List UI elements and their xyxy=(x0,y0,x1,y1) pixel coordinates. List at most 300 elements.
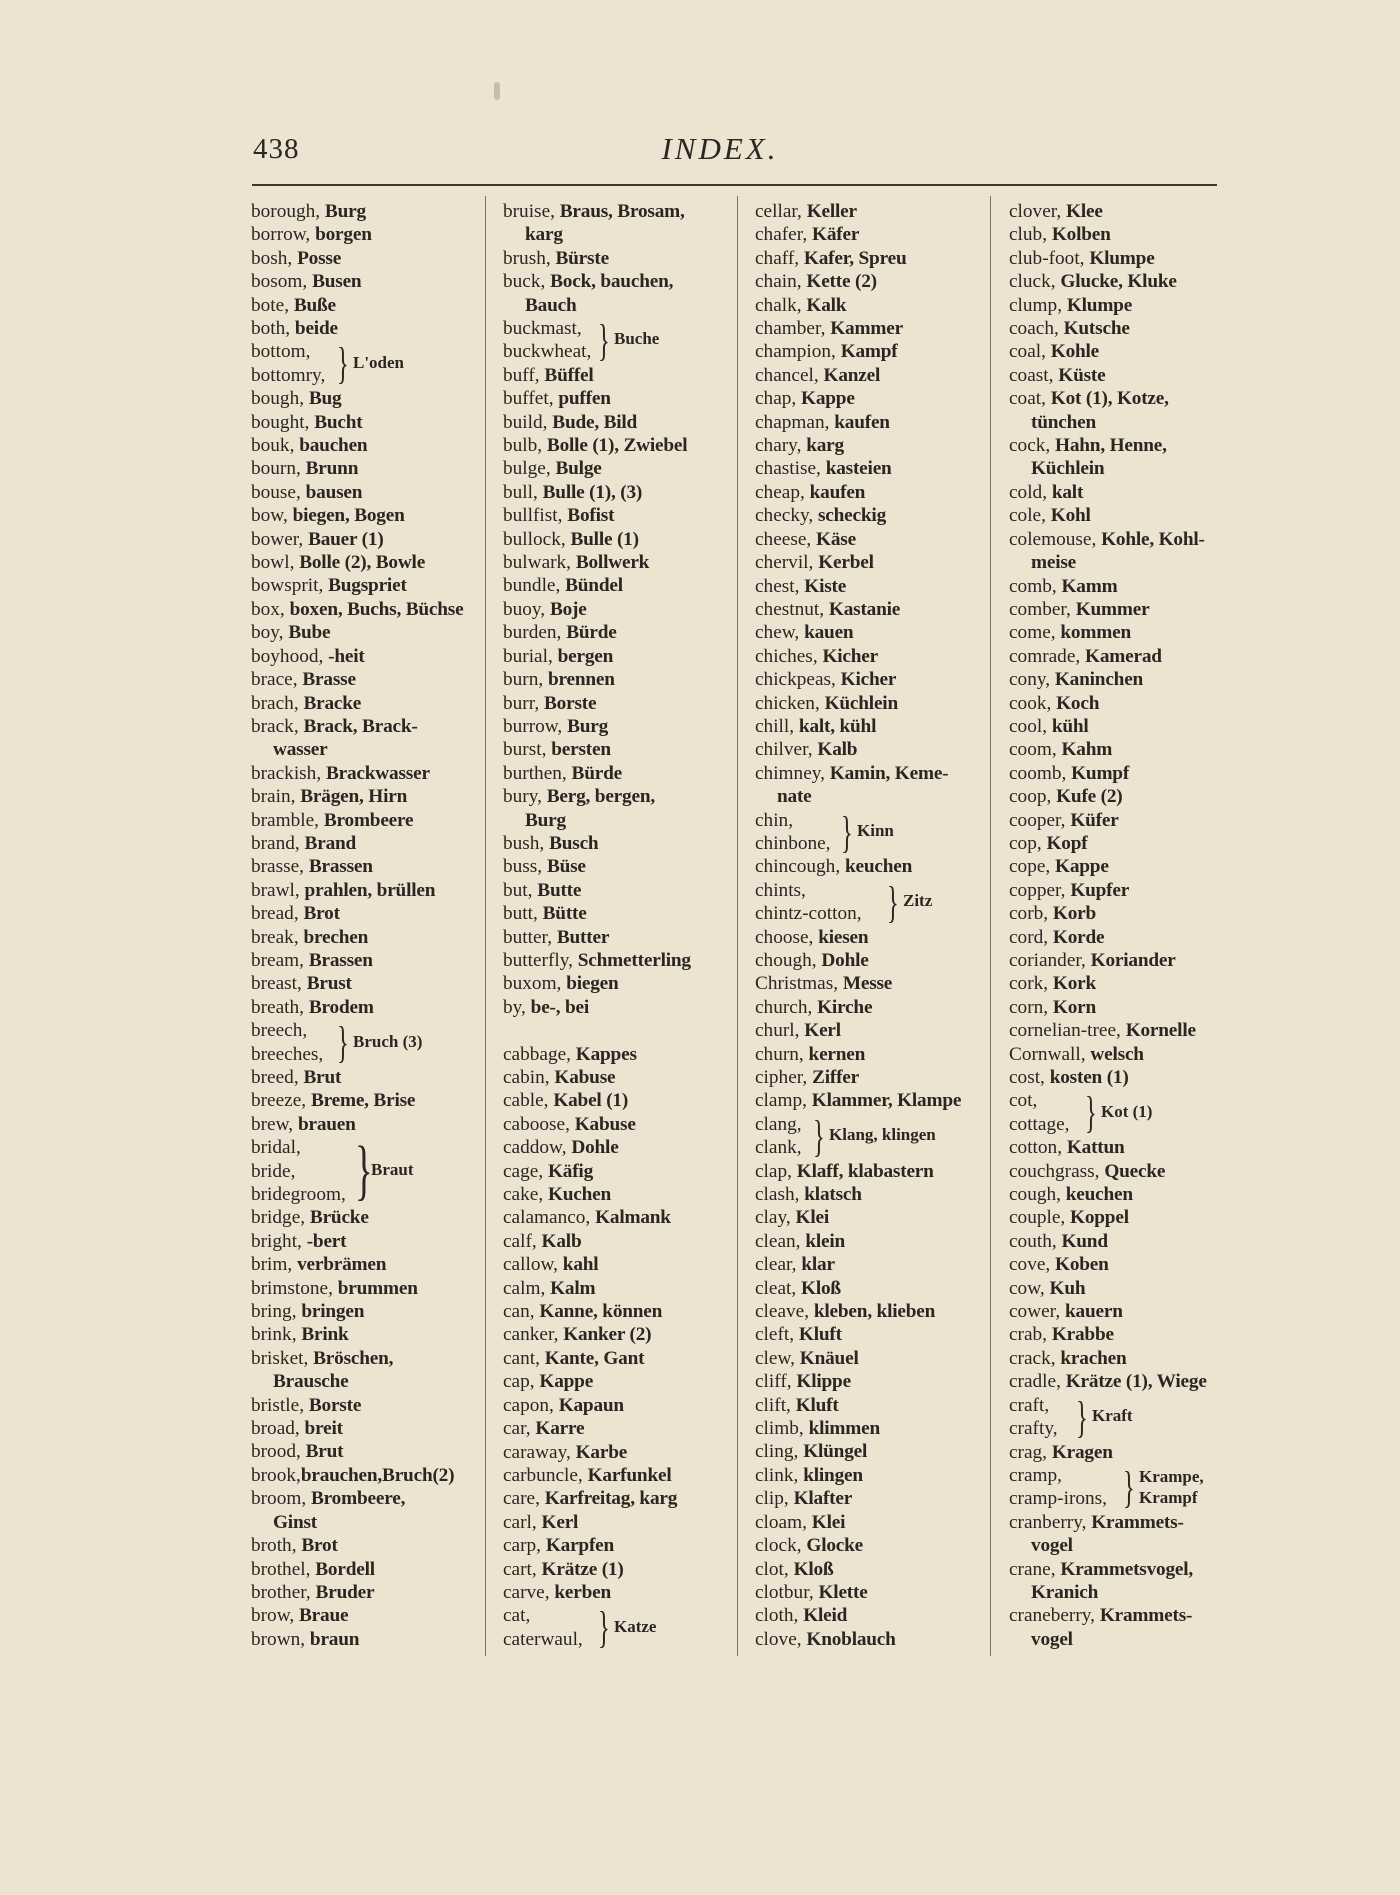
index-entry xyxy=(1009,387,1241,410)
index-entry xyxy=(1009,1511,1241,1534)
german-word: Brägen, Hirn xyxy=(300,786,408,808)
index-entry xyxy=(755,1581,987,1604)
german-word: Bulle (1) xyxy=(570,528,639,550)
index-target: Bruch (3) xyxy=(353,1031,423,1051)
index-headword: chest, xyxy=(755,575,805,597)
index-entry xyxy=(251,481,483,504)
index-entry xyxy=(755,668,987,691)
german-word: Bauer (1) xyxy=(308,528,384,550)
german-word: Kerl xyxy=(541,1511,579,1533)
index-headword: cage, xyxy=(503,1160,548,1182)
german-word: Küchlein xyxy=(824,692,898,714)
index-entry xyxy=(1009,247,1241,270)
german-word: Karbe xyxy=(575,1441,628,1463)
index-headword: cloam, xyxy=(755,1511,812,1533)
index-entry xyxy=(1009,528,1241,551)
index-entry xyxy=(1009,692,1241,715)
index-headword: bow, xyxy=(251,505,293,527)
index-headword: coom, xyxy=(1009,739,1062,761)
german-word: Koch xyxy=(1056,692,1100,714)
index-entry xyxy=(251,247,483,270)
index-headword: churl, xyxy=(755,1020,805,1042)
brace-glyph: } xyxy=(337,338,349,389)
index-entry xyxy=(1009,668,1241,691)
index-entry xyxy=(1009,715,1241,738)
index-headword: cleft, xyxy=(755,1324,799,1346)
index-entry xyxy=(503,481,735,504)
index-entry xyxy=(1009,902,1241,925)
german-word: Bucht xyxy=(314,411,363,433)
index-entry xyxy=(755,1066,987,1089)
index-entry xyxy=(755,621,987,644)
index-headword: climb, xyxy=(755,1418,809,1440)
german-word: kaufen xyxy=(809,481,866,503)
index-headword: bourn, xyxy=(251,458,306,480)
index-group xyxy=(755,1110,987,1161)
index-entry xyxy=(251,223,483,246)
index-entry xyxy=(503,598,735,621)
index-entry xyxy=(251,621,483,644)
index-headword: clump, xyxy=(1009,294,1067,316)
index-entry xyxy=(251,1347,483,1370)
german-word: Krammets- xyxy=(1091,1511,1184,1533)
index-headword: crag, xyxy=(1009,1441,1052,1463)
index-entry xyxy=(1009,1066,1241,1089)
index-entry xyxy=(755,1043,987,1066)
german-word: scheckig xyxy=(817,505,887,527)
index-headword: cleat, xyxy=(755,1277,802,1299)
german-word: Klammer, Klampe xyxy=(811,1090,962,1112)
index-headword: chilver, xyxy=(755,739,818,761)
index-entry xyxy=(1009,1441,1241,1464)
index-headword: broth, xyxy=(251,1535,302,1557)
index-headword: cloth, xyxy=(755,1605,804,1627)
index-entry xyxy=(755,247,987,270)
german-word: Bulge xyxy=(555,458,602,480)
german-word: Klee xyxy=(1066,201,1103,222)
german-word: Kuchen xyxy=(547,1184,612,1206)
german-word: Karfreitag, karg xyxy=(544,1488,678,1510)
index-entry xyxy=(251,574,483,597)
german-word: Kattun xyxy=(1066,1137,1125,1159)
german-word: bringen xyxy=(301,1301,365,1323)
index-headword: boyhood, xyxy=(251,645,329,667)
index-headword: coach, xyxy=(1009,318,1064,340)
index-entry xyxy=(251,1089,483,1112)
index-headword: cluck, xyxy=(1009,271,1061,293)
index-headword: brothel, xyxy=(251,1558,316,1580)
german-word: Kabel (1) xyxy=(553,1090,629,1112)
index-entry xyxy=(503,247,735,270)
german-word: biegen xyxy=(566,973,619,995)
index-entry xyxy=(503,1277,735,1300)
index-entry xyxy=(755,598,987,621)
index-headword: Christmas, xyxy=(755,973,843,995)
index-entry xyxy=(251,1604,483,1627)
index-entry xyxy=(251,1558,483,1581)
index-group xyxy=(503,1604,735,1651)
german-word: Krabbe xyxy=(1051,1324,1114,1346)
index-headword: clamp, xyxy=(755,1090,812,1112)
german-word: Kleid xyxy=(803,1605,848,1627)
index-headword: brand, xyxy=(251,832,305,854)
index-entry xyxy=(503,1160,735,1183)
index-headword: cat, xyxy=(503,1605,531,1627)
index-entry xyxy=(755,715,987,738)
index-headword: breed, xyxy=(251,1067,304,1088)
index-headword: brackish, xyxy=(251,762,326,784)
german-word: Kohle, Kohl- xyxy=(1101,528,1205,550)
index-headword: couple, xyxy=(1009,1207,1071,1229)
index-headword: care, xyxy=(503,1488,545,1510)
index-entry xyxy=(1009,762,1241,785)
index-headword: chap, xyxy=(755,388,802,410)
german-word: Schmetterling xyxy=(577,949,691,971)
index-headword: club-foot, xyxy=(1009,247,1090,269)
index-headword: crack, xyxy=(1009,1347,1061,1369)
index-entry xyxy=(503,434,735,457)
german-word: Kork xyxy=(1052,973,1097,995)
index-headword: clash, xyxy=(755,1184,805,1206)
index-headword: bring, xyxy=(251,1301,302,1323)
index-entry xyxy=(755,1183,987,1206)
index-entry xyxy=(755,434,987,457)
index-headword: cop, xyxy=(1009,832,1047,854)
index-headword: chestnut, xyxy=(755,598,829,620)
index-headword: broom, xyxy=(251,1488,311,1510)
index-headword: chancel, xyxy=(755,364,824,386)
index-entry xyxy=(251,1487,483,1510)
index-entry xyxy=(503,1487,735,1510)
index-entry xyxy=(503,926,735,949)
index-entry xyxy=(251,1253,483,1276)
index-entry xyxy=(503,528,735,551)
german-word: Küfer xyxy=(1070,809,1119,831)
index-entry xyxy=(1009,317,1241,340)
index-headword: cotton, xyxy=(1009,1137,1067,1159)
index-entry xyxy=(755,1230,987,1253)
german-word: -heit xyxy=(328,645,365,667)
german-word: Kabuse xyxy=(574,1113,636,1135)
index-group xyxy=(1009,1461,1241,1512)
german-word: Bugspriet xyxy=(328,575,407,597)
german-word: brauchen,Bruch(2) xyxy=(300,1464,455,1486)
german-word: Kabuse xyxy=(554,1067,616,1088)
index-headword: chicken, xyxy=(755,692,825,714)
index-headword: bought, xyxy=(251,411,315,433)
index-headword: bury, xyxy=(503,786,547,808)
index-headword: crafty, xyxy=(1009,1418,1058,1440)
german-word: bausen xyxy=(305,481,363,503)
german-word: Butter xyxy=(556,926,610,948)
index-entry xyxy=(503,996,735,1019)
german-word: Klafter xyxy=(793,1488,853,1510)
page-number: 438 xyxy=(253,133,300,165)
index-entry xyxy=(755,1253,987,1276)
german-word: Bürde xyxy=(571,762,622,784)
index-headword: chinbone, xyxy=(755,832,831,854)
index-entry xyxy=(1009,434,1241,457)
german-word: Bulle (1), (3) xyxy=(542,481,643,503)
index-entry xyxy=(1009,340,1241,363)
german-word: Kolben xyxy=(1051,224,1111,246)
index-headword: bush, xyxy=(503,832,550,854)
index-headword: chain, xyxy=(755,271,807,293)
index-headword: bridegroom, xyxy=(251,1184,346,1206)
index-headword: bouse, xyxy=(251,481,306,503)
index-headword: buoy, xyxy=(503,598,550,620)
german-word: Klumpe xyxy=(1066,294,1133,316)
index-headword: cap, xyxy=(503,1371,540,1393)
german-word: Brombeere, xyxy=(310,1488,406,1510)
index-headword: cramp, xyxy=(1009,1464,1062,1486)
german-word: verbrämen xyxy=(297,1254,387,1276)
german-word: Bolle (1), Zwiebel xyxy=(546,435,688,457)
german-word: beide xyxy=(294,318,338,340)
index-entry xyxy=(503,785,735,808)
index-entry xyxy=(251,809,483,832)
index-headword: chew, xyxy=(755,622,805,644)
index-entry xyxy=(755,762,987,785)
german-word: Brassen xyxy=(308,949,373,971)
index-entry xyxy=(251,996,483,1019)
index-headword: brother, xyxy=(251,1581,316,1603)
index-group xyxy=(251,340,483,387)
german-word: Glucke, Kluke xyxy=(1060,271,1177,293)
index-entry xyxy=(251,457,483,480)
index-headword: coriander, xyxy=(1009,950,1091,971)
german-word: -bert xyxy=(306,1230,347,1252)
german-word: kiesen xyxy=(818,926,869,948)
index-continuation xyxy=(1009,411,1241,434)
index-entry xyxy=(503,364,735,387)
index-headword: clean, xyxy=(755,1230,806,1252)
index-entry xyxy=(1009,809,1241,832)
german-word: krachen xyxy=(1060,1347,1127,1369)
index-headword: bramble, xyxy=(251,809,324,831)
index-entry xyxy=(1009,1183,1241,1206)
index-entry xyxy=(503,902,735,925)
german-word: Brunn xyxy=(305,458,359,480)
german-word: kühl xyxy=(1051,715,1089,737)
german-word: Posse xyxy=(297,247,342,269)
index-entry xyxy=(755,1487,987,1510)
german-word: vogel xyxy=(1031,1535,1073,1557)
german-word: kleben, klieben xyxy=(813,1301,936,1323)
index-headword: champion, xyxy=(755,341,841,363)
index-headword: cough, xyxy=(1009,1184,1066,1206)
index-entry xyxy=(755,1628,987,1651)
index-headword: cling, xyxy=(755,1441,804,1463)
index-headword: bread, xyxy=(251,903,304,925)
index-headword: chimney, xyxy=(755,762,830,784)
index-headword: box, xyxy=(251,598,290,620)
index-entry xyxy=(755,457,987,480)
german-word: Burg xyxy=(324,201,366,222)
german-word: prahlen, brüllen xyxy=(304,879,436,901)
index-headword: brasse, xyxy=(251,856,309,878)
index-entry xyxy=(503,1370,735,1393)
german-word: Braus, Brosam, xyxy=(559,201,685,222)
german-word: Kragen xyxy=(1051,1441,1113,1463)
german-word: brauen xyxy=(297,1113,356,1135)
index-headword: brink, xyxy=(251,1324,302,1346)
german-word: kasteien xyxy=(825,458,892,480)
index-headword: cooper, xyxy=(1009,809,1071,831)
german-word: Brut xyxy=(305,1441,344,1463)
index-entry xyxy=(251,1300,483,1323)
index-entry xyxy=(251,949,483,972)
index-headword: buckwheat, xyxy=(503,341,592,363)
german-word: Kahm xyxy=(1061,739,1113,761)
column-divider xyxy=(990,196,991,1656)
index-group xyxy=(755,806,987,857)
index-headword: church, xyxy=(755,996,818,1018)
german-word: Korb xyxy=(1052,903,1097,925)
german-word: Brink xyxy=(301,1324,349,1346)
index-headword: brain, xyxy=(251,786,301,808)
german-word: Bürste xyxy=(555,247,609,269)
index-headword: butterfly, xyxy=(503,949,578,971)
index-entry xyxy=(755,551,987,574)
index-entry xyxy=(755,1558,987,1581)
index-headword: coomb, xyxy=(1009,762,1072,784)
index-entry xyxy=(503,1581,735,1604)
index-headword: bowsprit, xyxy=(251,575,329,597)
german-word: Bug xyxy=(308,388,342,410)
index-entry xyxy=(755,387,987,410)
index-headword: bower, xyxy=(251,528,309,550)
german-word: Messe xyxy=(842,973,893,995)
index-entry xyxy=(503,200,735,223)
index-headword: can, xyxy=(503,1301,540,1323)
index-entry xyxy=(1009,1347,1241,1370)
index-headword: cool, xyxy=(1009,715,1052,737)
german-word: Brassen xyxy=(308,856,373,878)
german-word: bergen xyxy=(557,645,614,667)
german-word: meise xyxy=(1031,552,1077,574)
index-continuation xyxy=(251,738,483,761)
german-word: Burg xyxy=(525,809,566,831)
index-target: Zitz xyxy=(903,891,933,911)
german-word: Bock, bauchen, xyxy=(550,271,674,293)
german-word: Kette (2) xyxy=(806,271,877,293)
german-word: Küste xyxy=(1058,364,1106,386)
index-entry xyxy=(251,1417,483,1440)
index-entry xyxy=(503,1511,735,1534)
german-word: Kalmank xyxy=(595,1207,671,1229)
index-entry xyxy=(251,434,483,457)
index-entry xyxy=(503,645,735,668)
index-target: Buche xyxy=(614,329,660,349)
german-word: Kranich xyxy=(1031,1581,1099,1603)
german-word: Klei xyxy=(811,1511,846,1533)
german-word: Krammets- xyxy=(1099,1605,1193,1627)
index-headword: cart, xyxy=(503,1558,542,1580)
index-entry xyxy=(503,1206,735,1229)
german-word: Ziffer xyxy=(812,1067,860,1088)
german-word: Kummer xyxy=(1075,598,1150,620)
index-entry xyxy=(251,1464,483,1487)
index-headword: brawl, xyxy=(251,879,305,901)
index-headword: bride, xyxy=(251,1160,296,1182)
german-word: Braue xyxy=(299,1605,349,1627)
index-entry xyxy=(755,1370,987,1393)
german-word: klein xyxy=(805,1230,846,1252)
index-entry xyxy=(1009,270,1241,293)
paper-speck xyxy=(494,82,500,100)
german-word: Koben xyxy=(1055,1254,1109,1276)
german-word: Brombeere xyxy=(323,809,414,831)
index-headword: chin, xyxy=(755,809,794,831)
index-entry xyxy=(755,926,987,949)
index-headword: callow, xyxy=(503,1254,563,1276)
index-headword: chalk, xyxy=(755,294,807,316)
index-headword: buff, xyxy=(503,364,545,386)
index-continuation xyxy=(1009,1581,1241,1604)
index-entry xyxy=(503,574,735,597)
german-word: kerben xyxy=(554,1581,612,1603)
german-word: Kerbel xyxy=(818,552,874,574)
index-headword: burst, xyxy=(503,739,552,761)
index-headword: coast, xyxy=(1009,364,1059,386)
index-entry xyxy=(755,1323,987,1346)
index-headword: cable, xyxy=(503,1090,554,1112)
german-word: Dohle xyxy=(571,1137,619,1159)
index-entry xyxy=(503,1300,735,1323)
index-column-3 xyxy=(755,200,987,1651)
index-entry xyxy=(1009,996,1241,1019)
german-word: Brücke xyxy=(309,1207,369,1229)
index-entry xyxy=(503,411,735,434)
german-word: Karpfen xyxy=(545,1535,615,1557)
index-entry xyxy=(755,1019,987,1042)
index-group xyxy=(755,876,987,927)
german-word: Knäuel xyxy=(799,1347,859,1369)
german-word: Glocke xyxy=(806,1535,864,1557)
index-headword: bull, xyxy=(503,481,543,503)
index-continuation xyxy=(1009,1534,1241,1557)
index-entry xyxy=(1009,223,1241,246)
index-spacer xyxy=(503,1019,735,1042)
index-headword: bristle, xyxy=(251,1394,309,1416)
index-headword: buckmast, xyxy=(503,318,582,340)
index-entry xyxy=(251,270,483,293)
index-headword: cleave, xyxy=(755,1301,814,1323)
index-headword: cant, xyxy=(503,1347,545,1369)
german-word: Kicher xyxy=(840,669,897,691)
index-headword: breeches, xyxy=(251,1043,324,1065)
index-headword: bulb, xyxy=(503,435,547,457)
index-headword: buffet, xyxy=(503,388,559,410)
index-headword: caboose, xyxy=(503,1113,575,1135)
german-word: tünchen xyxy=(1031,411,1097,433)
german-word: Berg, bergen, xyxy=(546,786,655,808)
index-entry xyxy=(1009,1300,1241,1323)
index-continuation xyxy=(1009,457,1241,480)
index-entry xyxy=(503,1464,735,1487)
german-word: Borste xyxy=(544,692,597,714)
index-entry xyxy=(251,762,483,785)
index-target: Kot (1) xyxy=(1101,1101,1153,1121)
index-headword: clap, xyxy=(755,1160,797,1182)
index-headword: cole, xyxy=(1009,505,1051,527)
german-word: Klüngel xyxy=(803,1441,868,1463)
index-target: L'oden xyxy=(353,352,405,372)
index-headword: bottomry, xyxy=(251,364,326,386)
index-entry xyxy=(503,1113,735,1136)
index-entry xyxy=(251,1113,483,1136)
